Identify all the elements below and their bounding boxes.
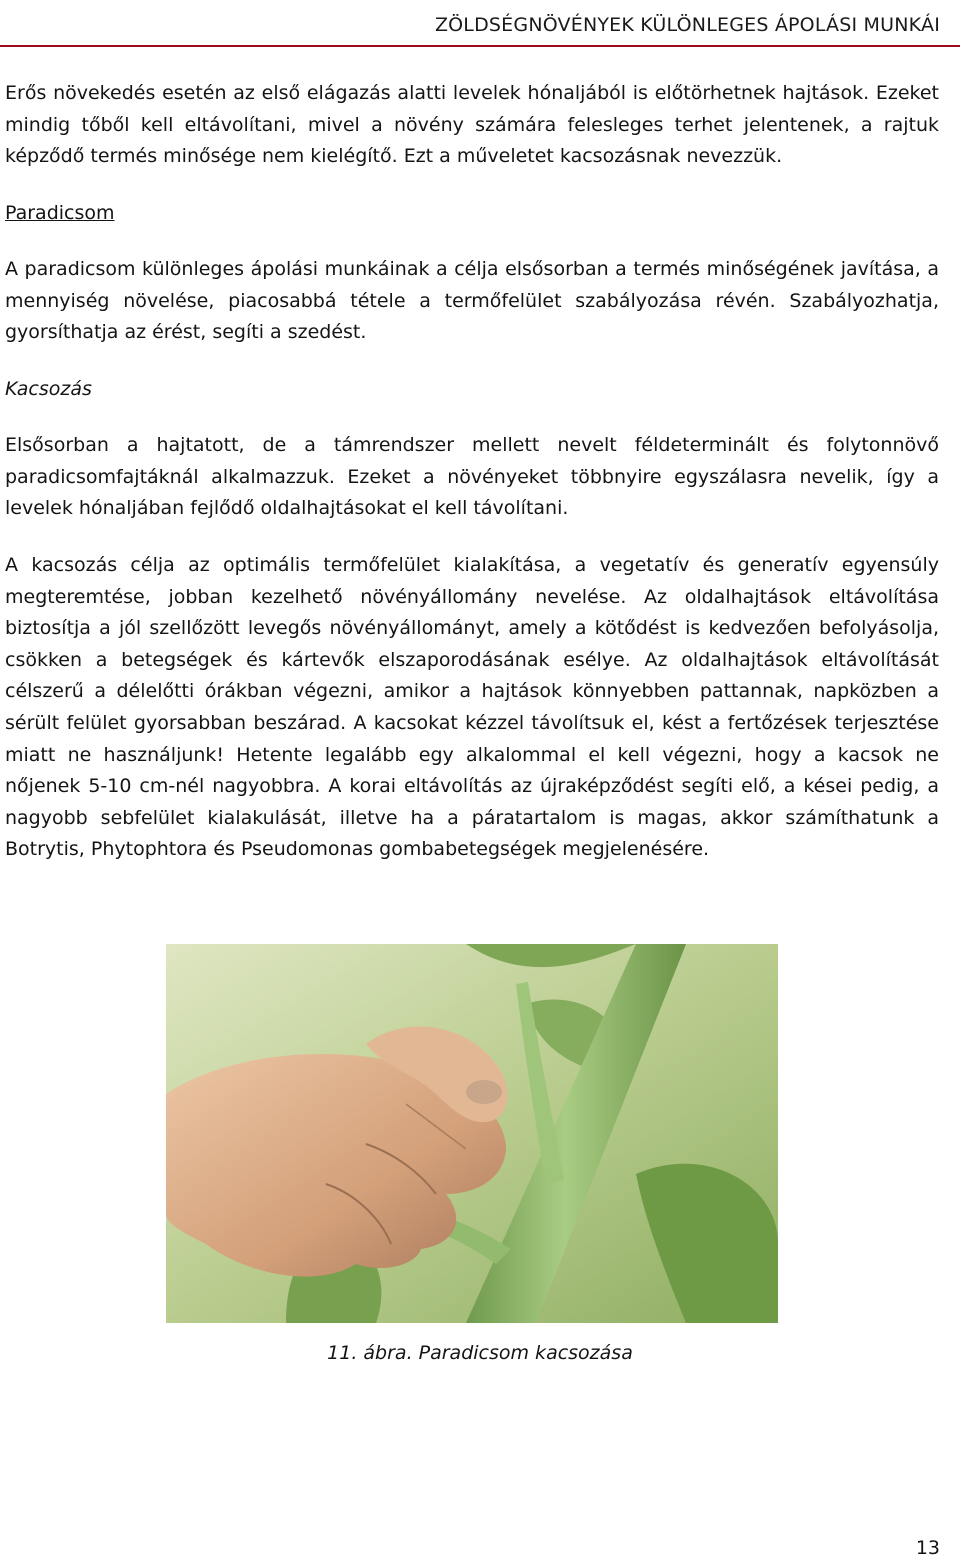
running-header: ZÖLDSÉGNÖVÉNYEK KÜLÖNLEGES ÁPOLÁSI MUNKÁI xyxy=(434,14,940,36)
subsection-paragraph-2: A kacsozás célja az optimális termőfelület kialakítása, a vegetatív és generatív egyensúly megteremtése, jobban kezelhető növényállomány nevelése. Az oldalhajtások eltávolítása biztosítja a jól szellőzött levegős növényállományt, amely a kötődést is kedvezően befolyásolja, csökken a betegségek és kártevők elszaporodásának esélye. Az oldalhajtások eltávolítását célszerű a délelőtti órákban végezni, amikor a hajtások könnyebben pattannak, napközben a sérült felület gyorsabban beszárad. A kacsokat kézzel távolítsuk el, kést a fertőzések terjesztése miatt ne használjunk! Hetente legalább egy alkalommal el kell végezni, hogy a kacsok ne nőjenek 5-10 cm-nél nagyobbra. A korai eltávolítás az újraképződést segíti elő, a kései pedig, a nagyobb sebfelület kialakulását, illetve ha a páratartalom is magas, akkor számíthatunk a Botrytis, Phytophtora és Pseudomonas gombabetegségek megjelenésére. xyxy=(5,554,939,861)
thumbnail xyxy=(466,1080,502,1104)
section-paragraph: A paradicsom különleges ápolási munkáinak a célja elsősorban a termés minőségének javítása, a mennyiség növelése, piacosabbá tétele a termőfelület szabályozása révén. Szabályozhatja, gyorsíthatja az érést, segíti a szedést. xyxy=(5,258,939,344)
subsection-heading: Kacsozás xyxy=(5,378,92,400)
section-heading: Paradicsom xyxy=(5,202,115,224)
page-number: 13 xyxy=(915,1537,940,1559)
tomato-pruning-illustration xyxy=(166,944,778,1323)
figure-caption: 11. ábra. Paradicsom kacsozása xyxy=(327,1342,633,1364)
header-rule xyxy=(0,45,960,47)
subsection-paragraph-1: Elsősorban a hajtatott, de a támrendszer mellett nevelt féldeterminált és folytonnövő paradicsomfajtáknál alkalmazzuk. Ezeket a növényeket többnyire egyszálasra nevelik, így a levelek hónaljában fejlődő oldalhajtásokat el kell távolítani. xyxy=(5,434,939,520)
figure-photo xyxy=(166,944,778,1323)
intro-paragraph: Erős növekedés esetén az első elágazás alatti levelek hónaljából is előtörhetnek hajtások. Ezeket mindig tőből kell eltávolítani, mivel a növény számára felesleges terhet jelentenek, a rajtuk képződő termés minősége nem kielégítő. Ezt a műveletet kacsozásnak nevezzük. xyxy=(5,82,939,168)
